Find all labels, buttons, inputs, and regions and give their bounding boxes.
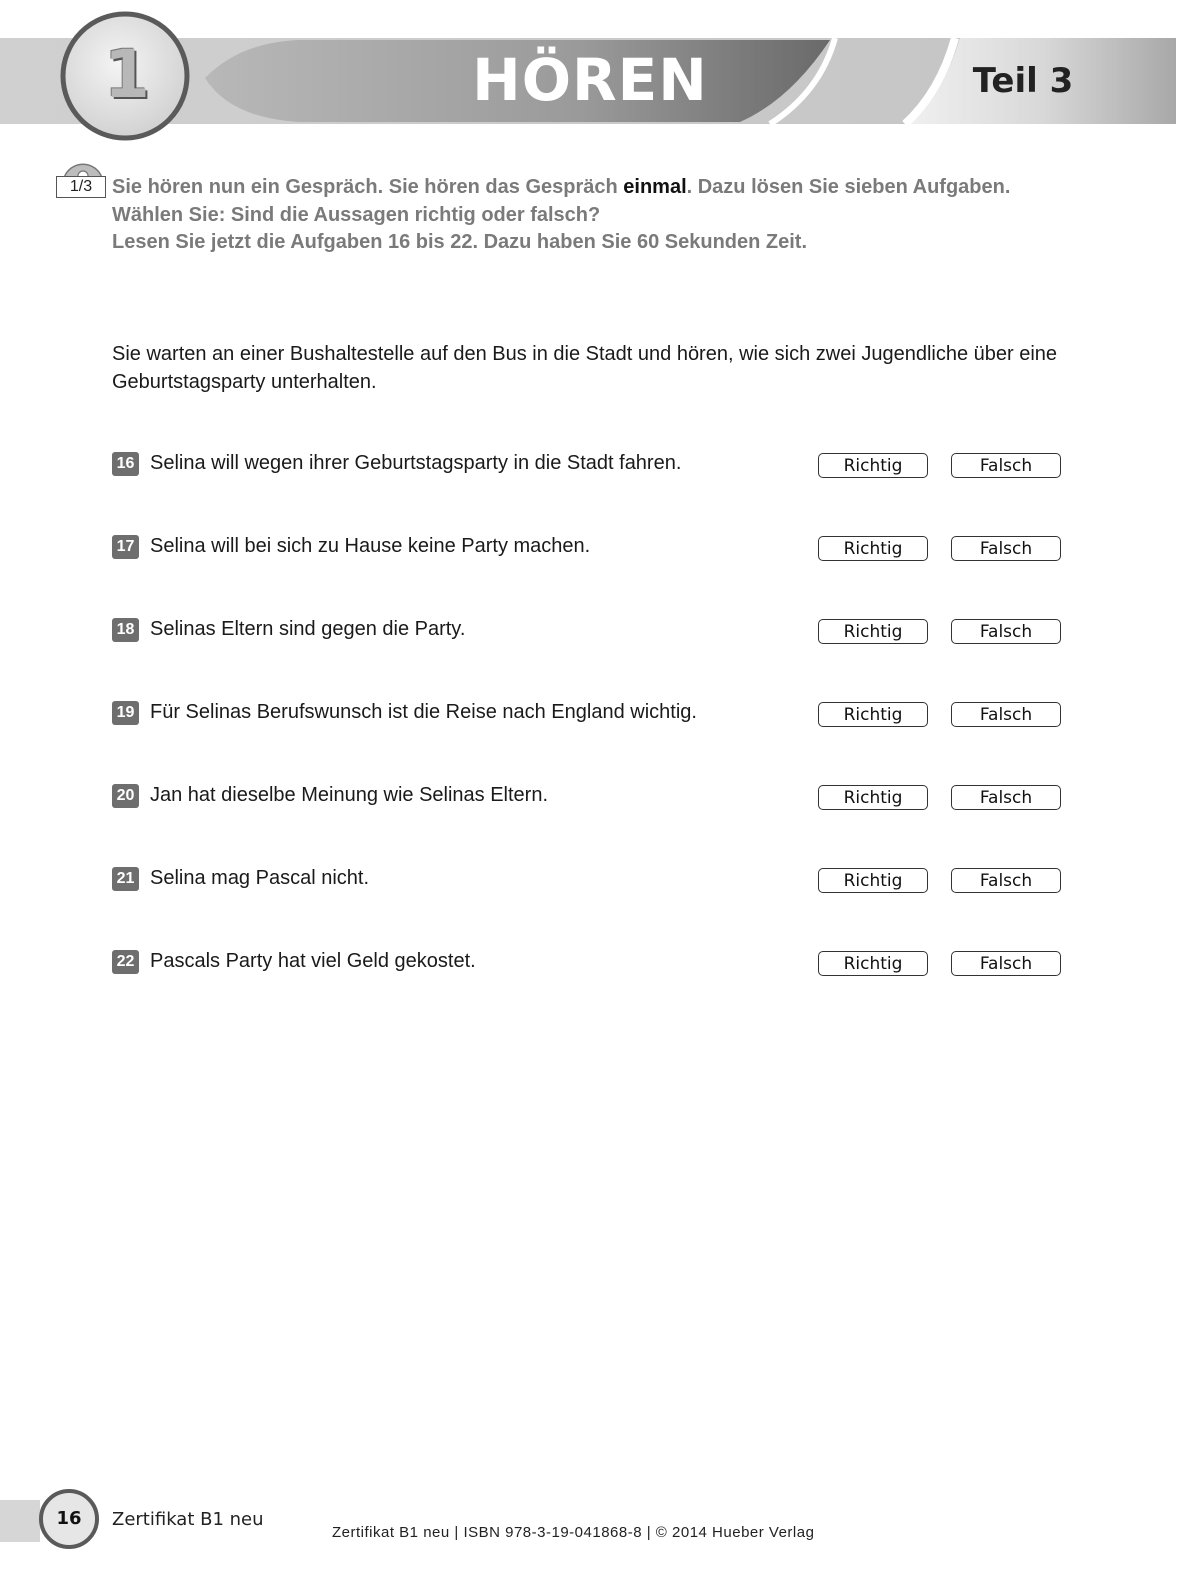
section-title: HÖREN — [472, 46, 708, 114]
task-statement: Pascals Party hat viel Geld gekostet. — [150, 950, 476, 972]
richtig-button[interactable]: Richtig — [818, 619, 928, 644]
falsch-button[interactable]: Falsch — [951, 951, 1061, 976]
situation-text: Sie warten an einer Bushaltestelle auf den Bus in die Stadt und hören, wie sich zwei Jugendliche über eine Geburtstagsparty unterhalten. — [112, 343, 1058, 393]
section-number: 1 — [104, 36, 150, 113]
task-number: 20 — [112, 784, 139, 808]
audio-track[interactable] — [56, 152, 106, 198]
falsch-button[interactable]: Falsch — [951, 619, 1061, 644]
footer-bar — [0, 1500, 40, 1542]
falsch-button[interactable]: Falsch — [951, 785, 1061, 810]
richtig-button[interactable]: Richtig — [818, 536, 928, 561]
task-item — [112, 948, 1072, 978]
task-item — [112, 616, 1072, 646]
falsch-button[interactable]: Falsch — [951, 536, 1061, 561]
task-number: 18 — [112, 618, 139, 642]
task-number: 22 — [112, 950, 139, 974]
task-item — [112, 865, 1072, 895]
task-number: 16 — [112, 452, 139, 476]
instruction-line-3: Lesen Sie jetzt die Aufgaben 16 bis 22. Dazu haben Sie 60 Sekunden Zeit. — [112, 231, 808, 253]
task-statement: Selina will bei sich zu Hause keine Party machen. — [150, 535, 591, 557]
task-item — [112, 782, 1072, 812]
task-statement: Selina mag Pascal nicht. — [150, 867, 370, 889]
task-item — [112, 450, 1072, 480]
task-statement: Selina will wegen ihrer Geburtstagsparty in die Stadt fahren. — [150, 452, 682, 474]
book-title: Zertifikat B1 neu — [112, 1509, 264, 1530]
task-statement: Selinas Eltern sind gegen die Party. — [150, 618, 466, 640]
part-label: Teil 3 — [972, 61, 1074, 101]
falsch-button[interactable]: Falsch — [951, 453, 1061, 478]
richtig-button[interactable]: Richtig — [818, 868, 928, 893]
page-header — [0, 0, 1192, 150]
task-number: 19 — [112, 701, 139, 725]
task-statement: Jan hat dieselbe Meinung wie Selinas Eltern. — [150, 784, 549, 806]
falsch-button[interactable]: Falsch — [951, 868, 1061, 893]
task-item — [112, 699, 1072, 729]
page-number: 16 — [39, 1489, 99, 1549]
audio-track-number: 1/3 — [56, 176, 106, 198]
richtig-button[interactable]: Richtig — [818, 453, 928, 478]
task-number: 17 — [112, 535, 139, 559]
emphasis-once: einmal — [623, 176, 687, 198]
task-item — [112, 533, 1072, 563]
task-number: 21 — [112, 867, 139, 891]
falsch-button[interactable]: Falsch — [951, 702, 1061, 727]
instructions — [112, 174, 1012, 257]
richtig-button[interactable]: Richtig — [818, 951, 928, 976]
instruction-line-1: Sie hören nun ein Gespräch. Sie hören das Gespräch einmal. Dazu lösen Sie sieben Aufgaben. — [112, 176, 1011, 198]
richtig-button[interactable]: Richtig — [818, 785, 928, 810]
instruction-line-2: Wählen Sie: Sind die Aussagen richtig oder falsch? — [112, 203, 601, 226]
task-statement: Für Selinas Berufswunsch ist die Reise nach England wichtig. — [150, 701, 697, 723]
copyright-line: Zertifikat B1 neu | ISBN 978-3-19-041868-8 | © 2014 Hueber Verlag — [332, 1524, 815, 1541]
richtig-button[interactable]: Richtig — [818, 702, 928, 727]
